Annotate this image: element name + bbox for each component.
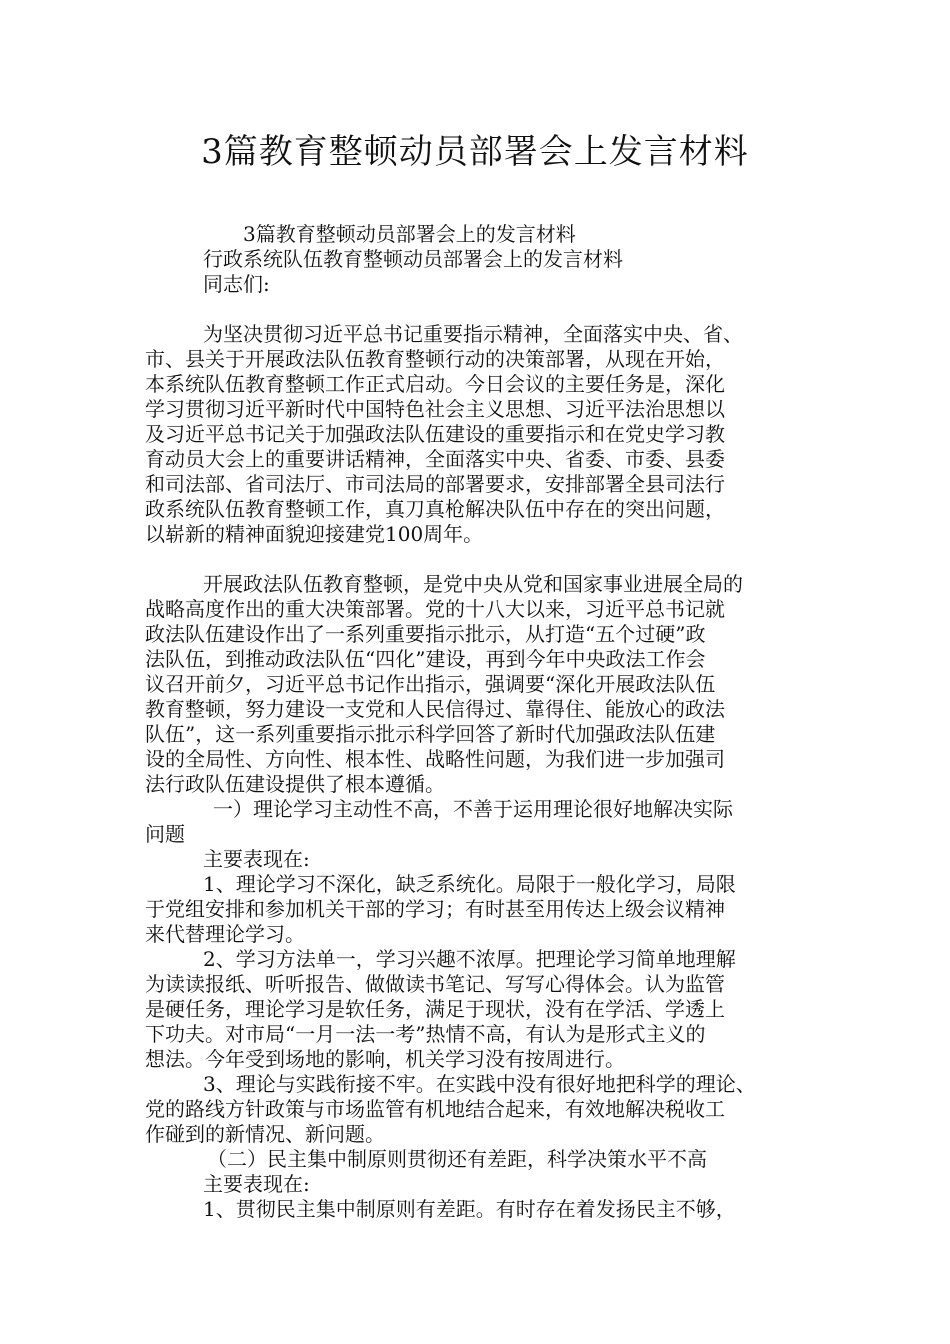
item-4 [145, 1197, 805, 1222]
paragraph-2 [145, 572, 805, 797]
paragraph-line: 为坚决贯彻习近平总书记重要指示精神，全面落实中央、省、 [203, 322, 743, 346]
paragraph-line: 育动员大会上的重要讲话精神，全面落实中央、省委、市委、县委 [145, 447, 725, 471]
item-2 [145, 947, 805, 1072]
section-1-heading [145, 797, 805, 847]
item-line: 作碰到的新情况、新问题。 [145, 1122, 385, 1146]
item-line: 为读读报纸、听听报告、做做读书笔记、写写心得体会。认为监管 [145, 972, 725, 996]
section-heading-line: 一）理论学习主动性不高，不善于运用理论很好地解决实际 [213, 797, 733, 821]
section-2-intro: 主要表现在: [203, 1172, 310, 1196]
item-line: 想法。今年受到场地的影响，机关学习没有按周进行。 [145, 1047, 625, 1071]
item-1 [145, 872, 805, 947]
item-line: 于党组安排和参加机关干部的学习；有时甚至用传达上级会议精神 [145, 897, 725, 921]
paragraph-line: 和司法部、省司法厅、市司法局的部署要求，安排部署全县司法行 [145, 472, 725, 496]
paragraph-1 [145, 322, 805, 547]
paragraph-line: 市、县关于开展政法队伍教育整顿行动的决策部署，从现在开始， [145, 347, 725, 371]
paragraph-line: 教育整顿，努力建设一支党和人民信得过、靠得住、能放心的政法 [145, 697, 725, 721]
item-line: 党的路线方针政策与市场监管有机地结合起来，有效地解决税收工 [145, 1097, 725, 1121]
spacer [145, 547, 805, 572]
document-title: 3篇教育整顿动员部署会上发言材料 [201, 132, 749, 172]
paragraph-line: 及习近平总书记关于加强政法队伍建设的重要指示和在党史学习教 [145, 422, 725, 446]
item-line: 2、学习方法单一，学习兴趣不浓厚。把理论学习简单地理解 [203, 947, 736, 971]
paragraph-line: 学习贯彻习近平新时代中国特色社会主义思想、习近平法治思想以 [145, 397, 725, 421]
section-heading-line: 问题 [145, 822, 185, 846]
item-line: 是硬任务，理论学习是软任务，满足于现状，没有在学活、学透上 [145, 997, 725, 1021]
paragraph-line: 战略高度作出的重大决策部署。党的十八大以来，习近平总书记就 [145, 597, 725, 621]
item-line: 下功夫。对市局“一月一法一考”热情不高，有认为是形式主义的 [145, 1022, 706, 1046]
paragraph-line: 本系统队伍教育整顿工作正式启动。今日会议的主要任务是，深化 [145, 372, 725, 396]
document-body [145, 222, 805, 1222]
spacer [145, 297, 805, 322]
item-line: 1、理论学习不深化，缺乏系统化。局限于一般化学习，局限 [203, 872, 736, 896]
item-3 [145, 1072, 805, 1147]
item-line: 3、理论与实践衔接不牢。在实践中没有很好地把科学的理论、 [203, 1072, 756, 1096]
item-line: 1、贯彻民主集中制原则有差距。有时存在着发扬民主不够， [203, 1197, 736, 1221]
paragraph-line: 议召开前夕，习近平总书记作出指示，强调要“深化开展政法队伍 [145, 672, 716, 696]
paragraph-line: 法行政队伍建设提供了根本遵循。 [145, 772, 445, 796]
paragraph-line: 政系统队伍教育整顿工作，真刀真枪解决队伍中存在的突出问题， [145, 497, 725, 521]
paragraph-line: 以崭新的精神面貌迎接建党100周年。 [145, 522, 484, 546]
subtitle: 3篇教育整顿动员部署会上的发言材料 [243, 222, 576, 246]
heading-2: 行政系统队伍教育整顿动员部署会上的发言材料 [203, 247, 623, 271]
paragraph-line: 开展政法队伍教育整顿，是党中央从党和国家事业进展全局的 [203, 572, 743, 596]
paragraph-line: 法队伍，到推动政法队伍“四化”建设，再到今年中央政法工作会 [145, 647, 706, 671]
section-1-intro: 主要表现在: [203, 847, 310, 871]
item-line: 来代替理论学习。 [145, 922, 305, 946]
paragraph-line: 政法队伍建设作出了一系列重要指示批示，从打造“五个过硬”政 [145, 622, 706, 646]
salutation: 同志们: [203, 272, 270, 296]
section-2-heading: （二）民主集中制原则贯彻还有差距，科学决策水平不高 [207, 1147, 707, 1171]
paragraph-line: 队伍”，这一系列重要指示批示科学回答了新时代加强政法队伍建 [145, 722, 716, 746]
paragraph-line: 设的全局性、方向性、根本性、战略性问题，为我们进一步加强司 [145, 747, 725, 771]
